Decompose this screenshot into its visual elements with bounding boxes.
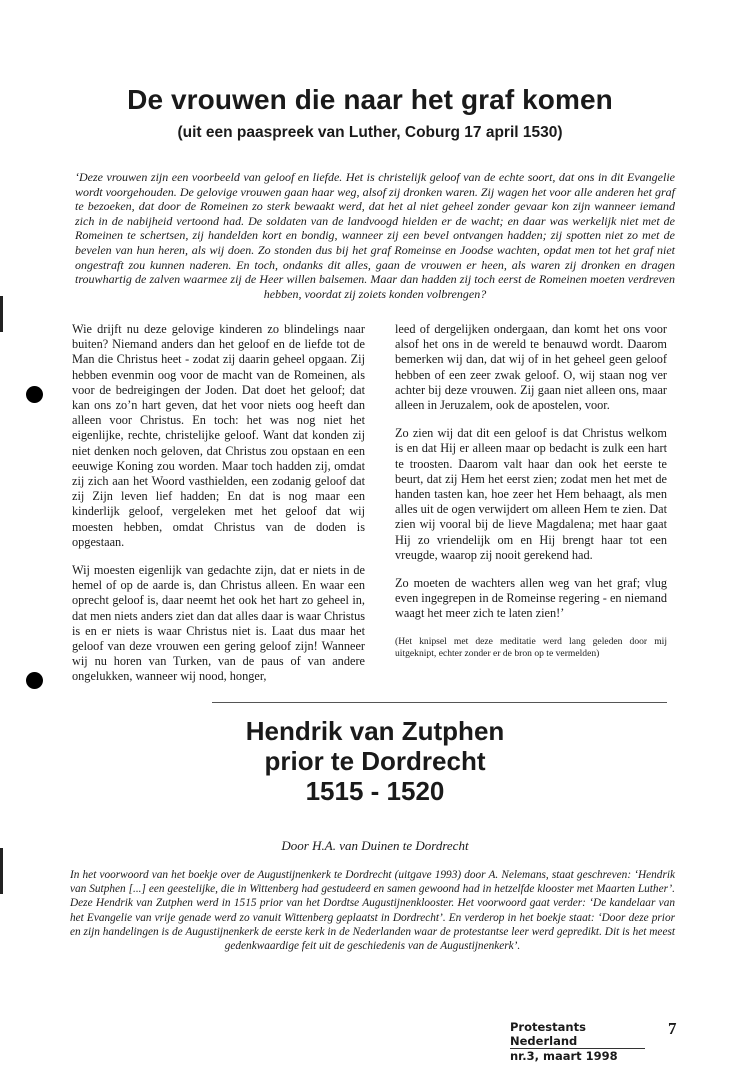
punch-hole (26, 386, 43, 403)
paragraph: Wij moesten eigenlijk van gedachte zijn, dat er niets in de hemel of op de aarde is, dan Christus alleen. En waar een oprecht geloof is, daar neemt het ook het hart zo geheel in, dat men niets anders ziet dan dat alles daar is waar Christus is en er niets is waar Christus niet is. Laat dus maar het geloof van deze vrouwen een gering geloof zijn! Wanneer wij nu horen van Turken, van de paus of van andere ongelukken, wanneer wij nood, honger, (72, 563, 365, 684)
article-intro-quote: ‘Deze vrouwen zijn een voorbeeld van geloof en liefde. Het is christelijk geloof van de echte soort, dat ons in dit Evangelie wordt voorgehouden. De gelovige vrouwen gaan haar weg, alsof zij dronken waren. Zij wagen het voor alle anderen het graf te bezoeken, dat door de Romeinen zo sterk bewaakt werd, dat het al niet geheel zonder gevaar kon zijn wanneer iemand zich in de nabijheid vertoond had. De soldaten van de landvoogd hielden er de wacht; en daar was werkelijk niet met de Romeinen te schertsen, zij handelden kort en bondig, wanneer zij een bevel ontvangen hadden; zij spotten niet zo met de bevelen van hun heren, als wij doen. Zo stonden dus bij het graf Romeinse en Joodse wachten, opdat men tot het graf niet ongestraft zou kunnen naderen. En toch, ondanks dit alles, gaan de vrouwen er heen, als waren zij dronken en dragen trouwhartig de zalven waarmee zij de Heer willen balsemen. Maar dan hadden zij toch eerst de Romeinen moeten verdreven hebben, voordat zij zoiets konden volbrengen? (75, 170, 675, 301)
second-article-intro: In het voorwoord van het boekje over de Augustijnenkerk te Dordrecht (uitgave 1993) door A. Nelemans, staat geschreven: ‘Hendrik van Sutphen [...] een geestelijke, die in Wittenberg had gestudeerd en samen gewoond had in hetzelfde klooster met Maarten Luther’. Deze Hendrik van Zutphen werd in 1515 prior van het Dordtse Augustijnenklooster. Het voorwoord gaat verder: ‘De kandelaar van het Evangelie van vrije genade werd zo vanuit Wittenberg geplaatst in Dordrecht’. En verderop in het boekje staat: ‘Door deze prior en zijn handelingen is de Augustijnenkerk de eerste kerk in de Nederlanden waar de protestantse leer werd gepredikt. Dit is het meest gedenkwaardige feit uit de geschiedenis van de Augustijnenkerk’. (70, 869, 675, 953)
paragraph: Wie drijft nu deze gelovige kinderen zo blindelings naar buiten? Niemand anders dan het geloof en de liefde tot de Man die Christus heet - zodat zij daarin geheel opgaan. Zij hebben evenmin oog voor de macht van de Romeinen, als voor de bedreigingen der Joden. Dat doet het geloof; dat kan ons zo’n hart geven, dat het voor niets oog heeft dan alleen voor Christus. En toch: het was nog niet het eigenlijke, rechte, christelijke geloof. Want dat konden zij niet denken noch geloven, dat Christus zou opstaan en een eeuwige Koning zou worden. Maar toch hadden zij, omdat zij zich aan het Woord vasthielden, een zodanig geloof dat zij Zijn leven lief hadden; En dat is nog maar een kinderlijk geloof, vergeleken met het geloof dat wij moesten hebben, omdat Christus van de doden is opgestaan. (72, 322, 365, 549)
paragraph: Zo moeten de wachters allen weg van het graf; vlug even ingegrepen in de Romeinse regering - en niemand waagt het meer zich te laten zien!’ (395, 576, 667, 621)
scan-edge-mark (0, 848, 3, 894)
title-line: Hendrik van Zutphen (245, 716, 505, 746)
left-column (72, 322, 365, 685)
byline: Door H.A. van Duinen te Dordrecht (281, 838, 469, 853)
page-number: 7 (668, 1019, 677, 1038)
title-line: 1515 - 1520 (305, 776, 445, 806)
footer (510, 1020, 645, 1063)
scan-edge-mark (0, 296, 3, 332)
article-title: De vrouwen die naar het graf komen (127, 84, 613, 115)
section-divider (212, 702, 667, 703)
title-line: prior te Dordrecht (264, 746, 486, 776)
paragraph: Zo zien wij dat dit een geloof is dat Christus welkom is en dat Hij er alleen maar op bedacht is zulk een hart te troosten. Daarom valt haar dan ook het eerste te beurt, dat zij Hem het eerst zien; zodat men het met de handen tasten kan, hoe zeer het Hem behaagt, als men alles uit de ogen verwijdert om alleen Hem te zien. Dat zien wij vooral bij de lieve Magdalena; met haar gaat Hij zo vriendelijk om en Hij brengt haar tot een vreugde, waarop zij nooit gerekend had. (395, 426, 667, 562)
second-article-title (150, 716, 600, 806)
issue-label: nr.3, maart 1998 (510, 1049, 618, 1063)
right-column (395, 322, 667, 661)
publication-name: Protestants Nederland (510, 1020, 645, 1049)
source-note: (Het knipsel met deze meditatie werd lang geleden door mij uitgeknipt, echter zonder er de bron op te vermelden) (395, 635, 667, 660)
article-subtitle: (uit een paaspreek van Luther, Coburg 17 april 1530) (177, 124, 563, 141)
punch-hole (26, 672, 43, 689)
paragraph: leed of dergelijken ondergaan, dan komt het ons voor alsof het ons in de wereld te benauwd wordt. Daarom bemerken wij dan, dat wij of in het geheel geen geloof hebben of een zeer zwak geloof. O, wij staan nog ver achter bij deze vrouwen. Zij gaan niet alleen ons, maar alleen in Jeruzalem, ook de apostelen, voor. (395, 322, 667, 413)
